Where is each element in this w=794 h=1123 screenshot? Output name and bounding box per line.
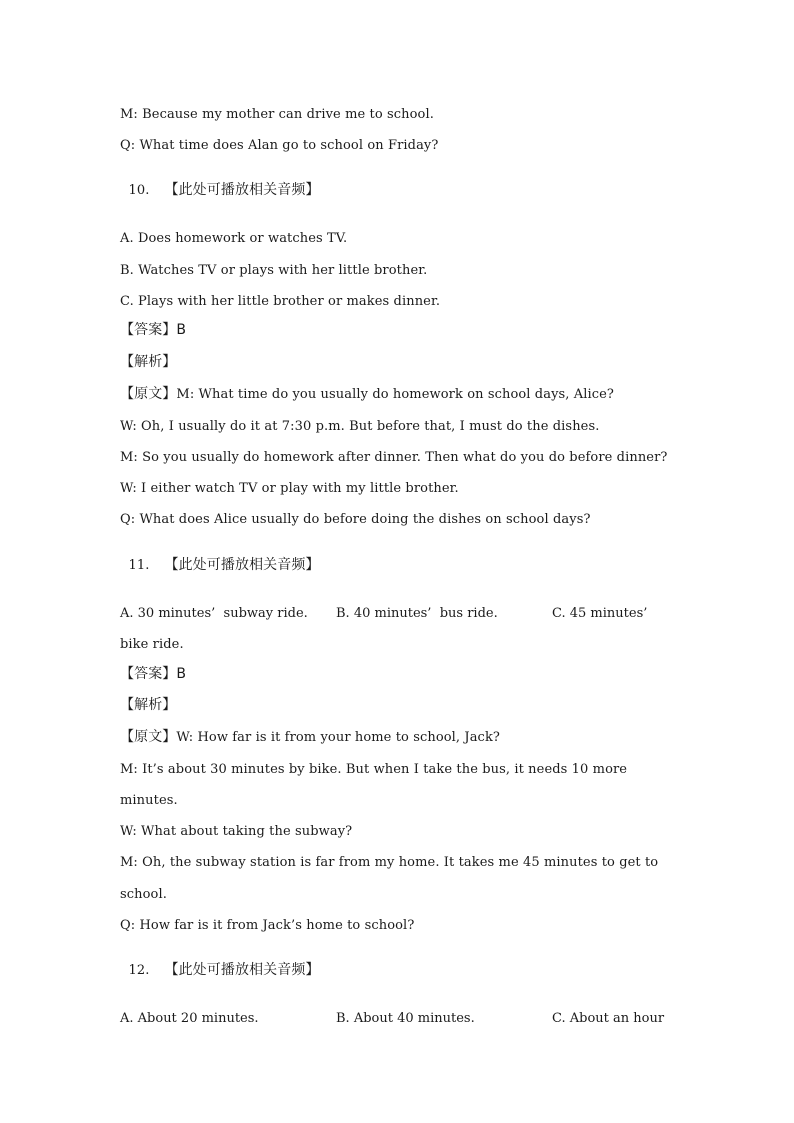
- q9-question-line: Q: What time does Alan go to school on Friday?: [120, 138, 439, 153]
- q11-analysis-label: 【解析】: [120, 697, 177, 713]
- q10-transcript-label: 【原文】: [120, 386, 177, 402]
- q10-transcript-line: W: I either watch TV or play with my little brother.: [120, 481, 459, 496]
- q9-transcript-line: M: Because my mother can drive me to school.: [120, 107, 434, 122]
- q11-audio-label[interactable]: 【此处可播放相关音频】: [164, 557, 320, 573]
- q10-answer: 【答案】B: [120, 322, 187, 338]
- q11-option-c-continued: bike ride.: [120, 637, 184, 652]
- q10-transcript-first: [120, 386, 614, 403]
- q12-audio-label[interactable]: 【此处可播放相关音频】: [164, 962, 320, 978]
- q11-option-a: A. 30 minutes’ subway ride.: [120, 606, 308, 621]
- q11-transcript-first: [120, 729, 500, 746]
- q10-transcript-line: W: Oh, I usually do it at 7:30 p.m. But before that, I must do the dishes.: [120, 419, 600, 434]
- q10-option-b: B. Watches TV or plays with her little brother.: [120, 263, 428, 278]
- q11-transcript-line: W: What about taking the subway?: [120, 824, 353, 839]
- q11-answer: 【答案】B: [120, 666, 187, 682]
- q11-transcript-line: minutes.: [120, 793, 178, 808]
- q10-option-a: A. Does homework or watches TV.: [120, 231, 348, 246]
- q10-header: [120, 166, 320, 199]
- q10-transcript-line: M: So you usually do homework after dinner. Then what do you do before dinner?: [120, 450, 668, 465]
- q10-transcript-line: M: What time do you usually do homework on school days, Alice?: [176, 387, 614, 402]
- q11-header: [120, 541, 320, 574]
- q12-option-a: A. About 20 minutes.: [120, 1011, 259, 1026]
- q12-option-b: B. About 40 minutes.: [336, 1011, 475, 1026]
- q11-transcript-line: W: How far is it from your home to school, Jack?: [176, 730, 500, 745]
- q11-transcript-label: 【原文】: [120, 729, 177, 745]
- q11-transcript-line: M: It’s about 30 minutes by bike. But when I take the bus, it needs 10 more: [120, 762, 628, 777]
- q11-question-line: Q: How far is it from Jack’s home to school?: [120, 918, 415, 933]
- q10-analysis-label: 【解析】: [120, 354, 177, 370]
- q12-header: [120, 946, 320, 979]
- q10-option-c: C. Plays with her little brother or makes dinner.: [120, 294, 441, 309]
- q11-number: 11.: [128, 558, 150, 573]
- q10-number: 10.: [128, 183, 150, 198]
- q10-audio-label[interactable]: 【此处可播放相关音频】: [164, 182, 320, 198]
- q11-option-b: B. 40 minutes’ bus ride.: [336, 606, 498, 621]
- q11-transcript-line: M: Oh, the subway station is far from my home. It takes me 45 minutes to get to: [120, 855, 659, 870]
- q11-transcript-line: school.: [120, 887, 167, 902]
- q12-number: 12.: [128, 963, 150, 978]
- q10-question-line: Q: What does Alice usually do before doing the dishes on school days?: [120, 512, 591, 527]
- q11-option-c: C. 45 minutes’: [552, 606, 648, 621]
- q12-option-c: C. About an hour: [552, 1011, 665, 1026]
